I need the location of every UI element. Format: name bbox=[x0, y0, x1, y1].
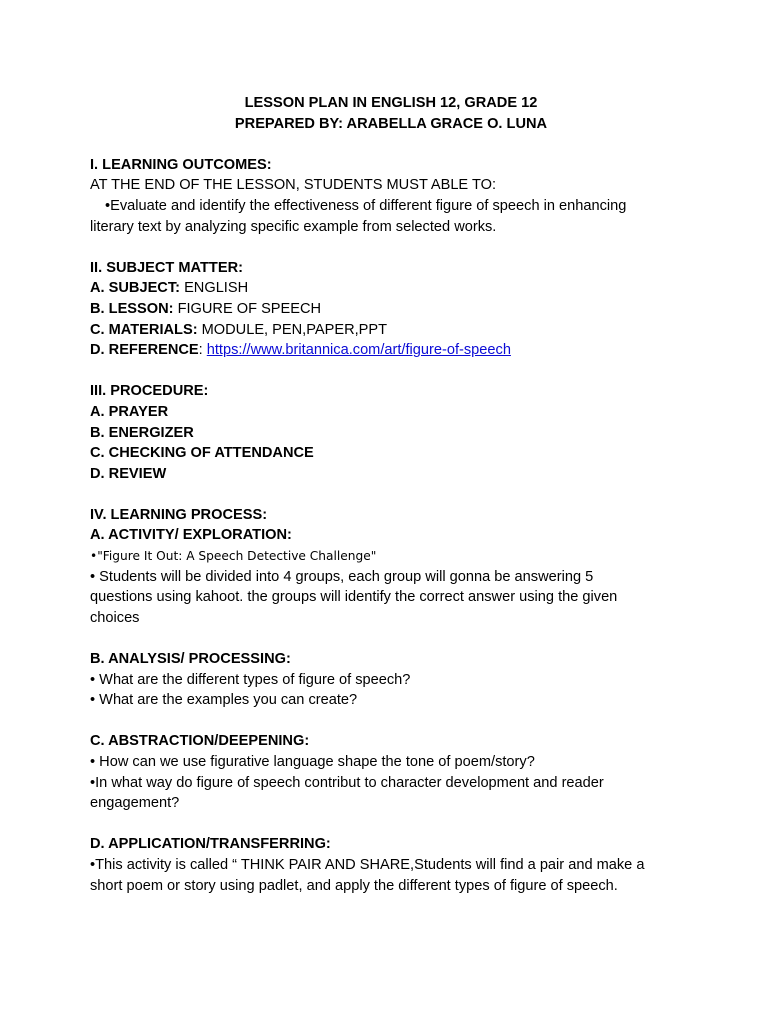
analysis-question: • What are the different types of figure of speech? bbox=[90, 671, 411, 688]
outcome-item: •Evaluate and identify the effectiveness of different figure of speech in enhancing bbox=[105, 197, 627, 214]
reference-label: D. REFERENCE bbox=[90, 342, 199, 359]
lesson-value: FIGURE OF SPEECH bbox=[173, 300, 322, 317]
reference-link[interactable]: https://www.britannica.com/art/figure-of-speech bbox=[206, 342, 511, 359]
application-line: •This activity is called “ THINK PAIR AND SHARE,Students will find a pair and make a bbox=[90, 856, 645, 873]
activity-line: questions using kahoot. the groups will identify the correct answer using the given bbox=[90, 589, 618, 606]
procedure-heading: III. PROCEDURE: bbox=[90, 383, 209, 400]
materials-value: MODULE, PEN,PAPER,PPT bbox=[197, 321, 388, 338]
subject-label: A. SUBJECT: bbox=[90, 280, 181, 297]
activity-line: choices bbox=[90, 609, 140, 626]
activity-heading: A. ACTIVITY/ EXPLORATION: bbox=[90, 527, 292, 544]
activity-title: •"Figure It Out: A Speech Detective Challenge" bbox=[90, 549, 377, 564]
document-title: LESSON PLAN IN ENGLISH 12, GRADE 12 bbox=[244, 95, 538, 111]
abstraction-question: • How can we use figurative language shape the tone of poem/story? bbox=[90, 754, 535, 770]
outcome-item-continued: literary text by analyzing specific example from selected works. bbox=[90, 218, 497, 235]
prepared-by: PREPARED BY: ARABELLA GRACE O. LUNA bbox=[234, 115, 548, 132]
reference-separator: : bbox=[198, 342, 207, 359]
subject-value: ENGLISH bbox=[180, 280, 249, 297]
procedure-item-review: D. REVIEW bbox=[90, 465, 167, 482]
application-line: short poem or story using padlet, and apply the different types of figure of speech. bbox=[90, 877, 618, 894]
abstraction-question: •In what way do figure of speech contribut to character development and reader bbox=[90, 774, 604, 791]
subject-row bbox=[90, 278, 680, 299]
analysis-question: • What are the examples you can create? bbox=[90, 692, 358, 709]
application-heading: D. APPLICATION/TRANSFERRING: bbox=[90, 836, 331, 853]
subject-matter-heading: II. SUBJECT MATTER: bbox=[90, 259, 243, 276]
procedure-item-prayer: A. PRAYER bbox=[90, 403, 169, 420]
outcomes-heading: I. LEARNING OUTCOMES: bbox=[90, 156, 272, 173]
lesson-label: B. LESSON: bbox=[90, 300, 174, 317]
materials-label: C. MATERIALS: bbox=[90, 321, 198, 338]
learning-process-heading: IV. LEARNING PROCESS: bbox=[90, 506, 268, 523]
analysis-heading: B. ANALYSIS/ PROCESSING: bbox=[90, 651, 291, 668]
materials-row bbox=[90, 320, 680, 341]
lesson-row bbox=[90, 299, 680, 320]
activity-line: • Students will be divided into 4 groups, each group will gonna be answering 5 bbox=[90, 568, 594, 585]
document-page bbox=[90, 93, 680, 896]
outcomes-intro: AT THE END OF THE LESSON, STUDENTS MUST ABLE TO: bbox=[90, 177, 497, 194]
procedure-item-energizer: B. ENERGIZER bbox=[90, 424, 194, 441]
procedure-item-attendance: C. CHECKING OF ATTENDANCE bbox=[90, 445, 314, 462]
abstraction-heading: C. ABSTRACTION/DEEPENING: bbox=[90, 733, 310, 750]
reference-row bbox=[90, 340, 680, 361]
abstraction-question-continued: engagement? bbox=[90, 795, 180, 812]
